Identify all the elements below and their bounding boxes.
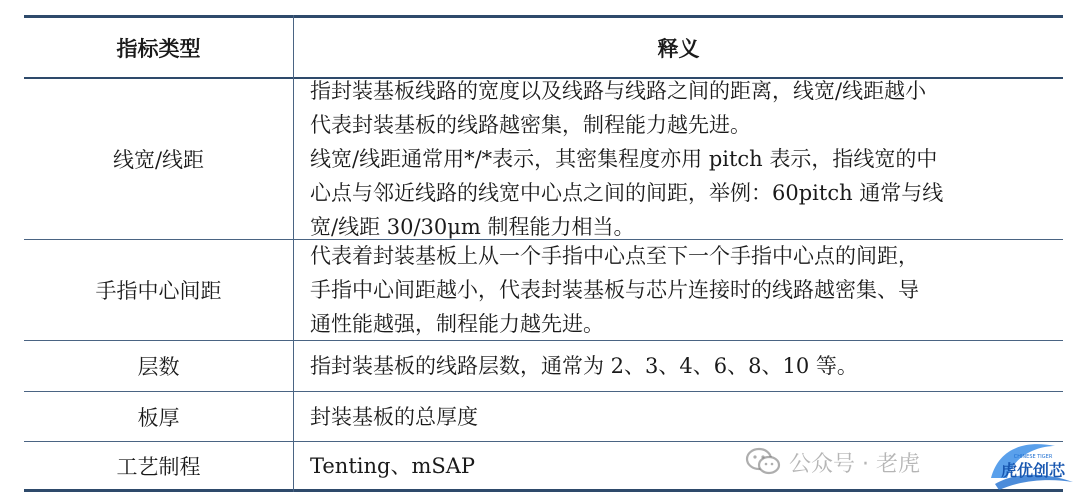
watermark-text: 公众号 · 老虎 bbox=[789, 451, 920, 477]
desc-line: 心点与邻近线路的线宽中心点之间的间距，举例：60pitch 通常与线 bbox=[310, 181, 944, 205]
row-desc-layers bbox=[310, 341, 1055, 391]
column-divider bbox=[293, 15, 294, 492]
brand-logo bbox=[985, 438, 1077, 496]
row-type-layers: 层数 bbox=[137, 355, 180, 379]
row-desc-process bbox=[310, 442, 1055, 489]
row-type-finger-pitch: 手指中心间距 bbox=[95, 279, 222, 303]
header-indicator-type: 指标类型 bbox=[116, 35, 201, 61]
desc-line: 指封装基板的线路层数，通常为 2、3、4、6、8、10 等。 bbox=[310, 354, 858, 378]
row-desc-line-width bbox=[310, 79, 1055, 239]
svg-text:CHINESE TIGER: CHINESE TIGER bbox=[1013, 454, 1053, 460]
header-definition: 释义 bbox=[657, 35, 700, 61]
desc-line: 封装基板的总厚度 bbox=[310, 404, 478, 429]
wechat-icon bbox=[745, 447, 781, 477]
desc-line: 线宽/线距通常用*/*表示，其密集程度亦用 pitch 表示，指线宽的中 bbox=[310, 147, 938, 171]
desc-line: 代表封装基板的线路越密集，制程能力越先进。 bbox=[310, 113, 751, 137]
row-desc-finger-pitch bbox=[310, 240, 1055, 340]
desc-line: 代表着封装基板上从一个手指中心点至下一个手指中心点的间距， bbox=[310, 244, 919, 268]
svg-text:虎优创芯: 虎优创芯 bbox=[1000, 461, 1066, 480]
row-desc-thickness bbox=[310, 392, 1055, 441]
desc-line: 手指中心间距越小，代表封装基板与芯片连接时的线路越密集、导 bbox=[310, 278, 919, 302]
desc-line: 指封装基板线路的宽度以及线路与线路之间的距离，线宽/线距越小 bbox=[310, 79, 927, 103]
row-type-thickness: 板厚 bbox=[137, 405, 180, 430]
desc-line: Tenting、mSAP bbox=[310, 453, 476, 478]
row-type-process: 工艺制程 bbox=[116, 454, 201, 479]
watermark bbox=[745, 440, 920, 484]
desc-line: 通性能越强，制程能力越先进。 bbox=[310, 312, 604, 336]
table-bottom-rule bbox=[24, 489, 1063, 492]
desc-line: 宽/线距 30/30μm 制程能力相当。 bbox=[310, 215, 635, 239]
row-type-line-width: 线宽/线距 bbox=[112, 148, 205, 172]
definition-table bbox=[24, 15, 1063, 492]
